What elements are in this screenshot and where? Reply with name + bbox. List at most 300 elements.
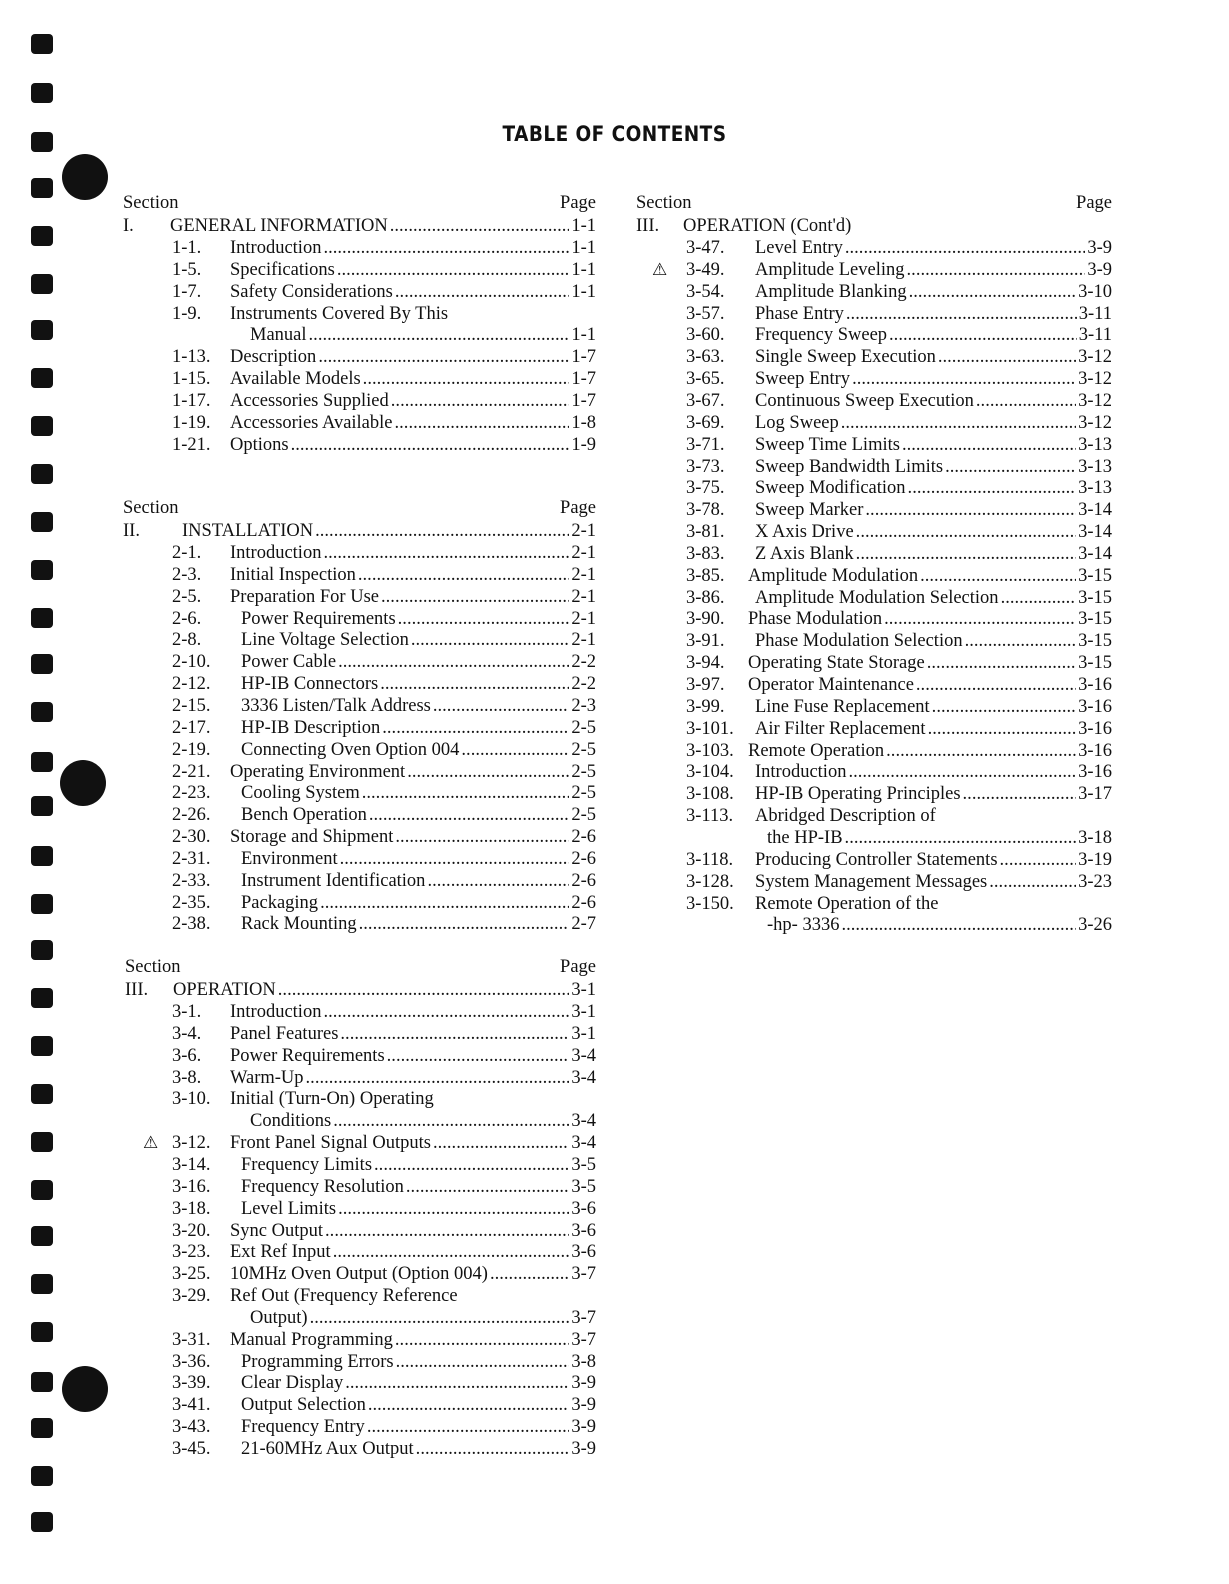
dot-leader (338, 1198, 569, 1220)
toc-entry-link[interactable] (230, 1329, 596, 1351)
dot-leader (323, 1001, 569, 1023)
toc-entry-link[interactable] (755, 456, 1112, 478)
dot-leader (989, 871, 1076, 893)
entry-title: Frequency Resolution (241, 1176, 404, 1197)
entry-title: Options (230, 434, 289, 455)
dot-leader (395, 826, 569, 848)
toc-entry-link[interactable] (755, 587, 1112, 609)
entry-title: Remote Operation of the (755, 893, 939, 914)
dot-leader (927, 652, 1076, 674)
toc-entry (123, 346, 596, 368)
page-number: 3-9 (571, 1417, 596, 1438)
dot-leader (846, 303, 1077, 325)
page-number: 3-6 (571, 1242, 596, 1263)
toc-entry-link[interactable] (748, 608, 1112, 630)
dot-leader (928, 718, 1077, 740)
toc-entry-link[interactable] (241, 629, 596, 651)
dot-leader (345, 1372, 569, 1394)
toc-entry-link[interactable] (230, 1132, 596, 1154)
dot-leader (920, 565, 1076, 587)
entry-title: Producing Controller Statements (755, 849, 998, 870)
section-numeral: III. (636, 216, 660, 236)
entry-number: 3-94. (686, 653, 725, 674)
entry-number: 3-97. (686, 675, 725, 695)
page-number: 3-5 (571, 1154, 596, 1175)
binding-hole (31, 1418, 53, 1438)
entry-number: 3-78. (686, 500, 725, 521)
page-number: 3-4 (571, 1045, 596, 1066)
entry-title: Initial (Turn-On) Operating (230, 1089, 434, 1110)
toc-entry (636, 805, 1112, 827)
entry-number: 3-54. (686, 281, 725, 302)
toc-entry (636, 718, 1112, 740)
entry-title: Packaging (241, 892, 319, 913)
entry-number: 3-83. (686, 543, 725, 564)
toc-entry-link[interactable] (755, 434, 1112, 456)
entry-title: Ref Out (Frequency Reference (230, 1286, 458, 1307)
toc-entry (636, 893, 1112, 915)
dot-leader (358, 564, 569, 586)
toc-entry-link[interactable] (230, 586, 596, 608)
toc-entry-link[interactable] (755, 696, 1112, 718)
page-number: 3-13 (1078, 434, 1112, 455)
toc-entry (636, 521, 1112, 543)
dot-leader (291, 434, 570, 456)
entry-number: 2-1. (172, 543, 202, 563)
page-number: 3-1 (571, 1023, 596, 1044)
entry-number: 3-63. (686, 347, 725, 368)
toc-entry-link[interactable] (241, 1198, 596, 1220)
page-number: 3-15 (1078, 653, 1112, 674)
entry-number: 2-3. (172, 564, 202, 585)
entry-number: 1-15. (172, 369, 211, 390)
toc-entry-link[interactable] (755, 477, 1112, 499)
toc-entry-link[interactable] (230, 1220, 596, 1242)
dot-leader (938, 346, 1076, 368)
toc-entry (636, 674, 1112, 696)
toc-entry-link[interactable] (755, 718, 1112, 740)
dot-leader (407, 761, 569, 783)
toc-entry (123, 1198, 596, 1220)
entry-number: 2-19. (172, 739, 211, 760)
dot-leader (367, 1416, 570, 1438)
page-number: 2-5 (571, 717, 596, 738)
toc-entry-link[interactable] (755, 237, 1112, 259)
dot-leader (976, 390, 1076, 412)
page-number: 1-8 (571, 412, 596, 433)
entry-number: 3-57. (686, 303, 725, 324)
binding-hole (31, 1466, 53, 1486)
page-number: 2-5 (571, 739, 596, 760)
entry-number: 3-18. (172, 1198, 211, 1219)
toc-entry-link[interactable] (241, 673, 596, 695)
toc-entry (123, 673, 596, 695)
page-number: 3-16 (1078, 718, 1112, 739)
dot-leader (340, 1023, 569, 1045)
binding-hole (31, 1084, 53, 1104)
toc-entry-link[interactable] (230, 826, 596, 848)
toc-entry-link[interactable] (230, 1241, 596, 1263)
entry-title-cont: the HP-IB (767, 827, 843, 848)
toc-entry-link[interactable] (241, 848, 596, 870)
page-number: 3-1 (571, 1002, 596, 1022)
page-number: 3-12 (1078, 347, 1112, 368)
dot-leader (902, 434, 1076, 456)
page-number: 3-8 (571, 1351, 596, 1372)
page-number: 3-15 (1078, 587, 1112, 608)
toc-entry-link[interactable] (241, 1351, 596, 1373)
page-number: 2-1 (571, 608, 596, 629)
entry-title: Remote Operation (748, 740, 885, 761)
page-number: 3-6 (571, 1198, 596, 1219)
entry-number: 3-67. (686, 390, 725, 411)
entry-number: 1-21. (172, 434, 211, 455)
entry-number: 3-29. (172, 1286, 211, 1307)
entry-title: HP-IB Operating Principles (755, 784, 961, 805)
toc-entry (123, 281, 596, 303)
toc-entry (123, 1132, 596, 1154)
entry-number: 2-5. (172, 586, 202, 607)
dot-leader (382, 717, 569, 739)
dot-leader (1000, 849, 1077, 871)
dot-leader (395, 281, 569, 303)
section-label: Section (123, 498, 179, 518)
entry-number: 3-25. (172, 1264, 211, 1285)
toc-entry-link[interactable] (241, 739, 596, 761)
toc-entry (123, 1241, 596, 1263)
dot-leader (852, 368, 1076, 390)
page-number: 3-16 (1078, 762, 1112, 783)
toc-entry-link[interactable] (755, 259, 1112, 281)
page-number: 3-13 (1078, 478, 1112, 499)
toc-entry (123, 608, 596, 630)
dot-leader (398, 608, 570, 630)
dot-leader (865, 499, 1076, 521)
entry-number: 3-69. (686, 412, 725, 433)
dot-leader (461, 739, 569, 761)
entry-title: Abridged Description of (755, 806, 936, 827)
toc-entry-link[interactable] (241, 804, 596, 826)
toc-entry-link[interactable] (755, 346, 1112, 368)
entry-number: 3-12. (172, 1133, 211, 1154)
entry-title: HP-IB Description (241, 717, 381, 738)
dot-leader (907, 259, 1086, 281)
toc-entry-link[interactable] (755, 281, 1112, 303)
toc-entry-link[interactable] (241, 1154, 596, 1176)
entry-title: 3336 Listen/Talk Address (241, 695, 431, 716)
entry-number: 3-43. (172, 1417, 211, 1438)
section-numeral: III. (125, 980, 149, 1000)
entry-number: 3-150. (686, 893, 734, 914)
toc-entry-link[interactable] (230, 542, 596, 564)
entry-number: 3-65. (686, 369, 725, 390)
toc-entry-link[interactable] (755, 761, 1112, 783)
dot-leader (406, 1176, 569, 1198)
entry-title: Air Filter Replacement (755, 718, 926, 739)
toc-entry (123, 390, 596, 412)
page-number: 3-19 (1078, 849, 1112, 870)
entry-title: Initial Inspection (230, 564, 356, 585)
toc-entry-link[interactable] (250, 1307, 596, 1329)
dot-leader (337, 259, 570, 281)
toc-entry-link[interactable] (241, 1416, 596, 1438)
toc-entry (123, 1372, 596, 1394)
page-number: 3-11 (1078, 303, 1112, 324)
binding-hole (31, 464, 53, 484)
toc-entry (636, 281, 1112, 303)
dot-leader (490, 1263, 569, 1285)
toc-entry-link[interactable] (755, 324, 1112, 346)
page-number: 2-2 (571, 652, 596, 673)
page-number: 1-1 (571, 216, 596, 236)
toc-entry-link[interactable] (241, 892, 596, 914)
section-numeral: I. (123, 216, 134, 236)
page-label: Page (1076, 193, 1112, 213)
entry-title: Introduction (230, 543, 322, 563)
entry-number: 2-30. (172, 827, 211, 848)
entry-number: 3-47. (686, 238, 725, 258)
toc-entry (636, 237, 1112, 259)
dot-leader (848, 761, 1076, 783)
toc-entry-link[interactable] (241, 870, 596, 892)
dot-leader (845, 827, 1077, 849)
entry-number: 2-31. (172, 848, 211, 869)
toc-entry-link[interactable] (230, 259, 596, 281)
toc-entry (123, 848, 596, 870)
toc-entry-link[interactable] (755, 783, 1112, 805)
toc-entry (636, 390, 1112, 412)
toc-entry-link[interactable] (241, 651, 596, 673)
entry-title: Preparation For Use (230, 586, 379, 607)
toc-entry-link[interactable] (230, 1023, 596, 1045)
dot-leader (856, 521, 1076, 543)
entry-number: 3-108. (686, 784, 734, 805)
entry-title: Output Selection (241, 1395, 366, 1416)
section-header (123, 193, 596, 215)
page-number: 3-11 (1078, 325, 1112, 346)
dot-leader (416, 1438, 570, 1460)
entry-title: Front Panel Signal Outputs (230, 1133, 431, 1154)
binding-punch (60, 760, 106, 806)
toc-entry-link[interactable] (755, 630, 1112, 652)
toc-entry-link[interactable] (230, 390, 596, 412)
toc-entry-link[interactable] (241, 717, 596, 739)
dot-leader (318, 346, 569, 368)
binding-hole (31, 512, 53, 532)
toc-entry-link[interactable] (241, 782, 596, 804)
entry-title: Power Requirements (230, 1045, 385, 1066)
toc-entry-link[interactable] (230, 412, 596, 434)
entry-title: Sweep Modification (755, 478, 906, 499)
entry-title: Frequency Limits (241, 1154, 373, 1175)
toc-entry-link[interactable] (755, 303, 1112, 325)
entry-number: 2-33. (172, 870, 211, 891)
entry-title-cont: Manual (250, 325, 307, 346)
toc-entry-link[interactable] (250, 324, 596, 346)
binding-hole (31, 846, 53, 866)
toc-entry-link[interactable] (230, 761, 596, 783)
dot-leader (381, 586, 569, 608)
page-number: 3-7 (571, 1329, 596, 1350)
dot-leader (886, 740, 1076, 762)
binding-hole (31, 226, 53, 246)
entry-number: 1-17. (172, 390, 211, 411)
entry-title: Instruments Covered By This (230, 303, 449, 324)
entry-number: 1-9. (172, 303, 202, 324)
toc-entry-link[interactable] (230, 564, 596, 586)
toc-entry-link[interactable] (230, 434, 596, 456)
entry-title: Accessories Supplied (230, 390, 389, 411)
page-number: 2-6 (571, 870, 596, 891)
binding-hole (31, 1132, 53, 1152)
dot-leader (391, 390, 570, 412)
entry-number: 2-38. (172, 914, 211, 935)
page-number: 3-14 (1078, 543, 1112, 564)
toc-entry (636, 608, 1112, 630)
toc-entry-link[interactable] (241, 608, 596, 630)
entry-number: 3-39. (172, 1373, 211, 1394)
page-number: 3-9 (1087, 259, 1112, 280)
toc-entry-link[interactable] (230, 281, 596, 303)
section-title: OPERATION (173, 980, 276, 1000)
entry-title: Line Voltage Selection (241, 630, 409, 651)
dot-leader (387, 1045, 570, 1067)
warning-icon: ⚠ (143, 1133, 159, 1154)
toc-entry-link[interactable] (748, 740, 1112, 762)
toc-entry-link[interactable] (755, 521, 1112, 543)
toc-entry (123, 717, 596, 739)
toc-entry (123, 434, 596, 456)
entry-title: Sweep Entry (755, 369, 851, 390)
binding-hole (31, 1180, 53, 1200)
entry-number: 3-1. (172, 1002, 202, 1022)
entry-title: Amplitude Modulation (748, 565, 919, 586)
toc-entry-link[interactable] (230, 346, 596, 368)
binding-hole (31, 274, 53, 294)
binding-hole (31, 654, 53, 674)
toc-entry-link[interactable] (755, 499, 1112, 521)
entry-title: Log Sweep (755, 412, 839, 433)
toc-entry-link[interactable] (241, 1372, 596, 1394)
page-number: 3-18 (1078, 827, 1112, 848)
page-number: 3-9 (571, 1395, 596, 1416)
toc-entry-link[interactable] (241, 1394, 596, 1416)
toc-entry-link[interactable] (170, 215, 596, 237)
toc-entry (123, 303, 596, 325)
page-number: 2-6 (571, 848, 596, 869)
binding-hole (31, 34, 53, 54)
dot-leader (411, 629, 569, 651)
toc-entry-link[interactable] (748, 674, 1112, 696)
entry-title: Instrument Identification (241, 870, 426, 891)
entry-number: 3-49. (686, 259, 725, 280)
toc-entry-link[interactable] (748, 652, 1112, 674)
entry-title: Amplitude Blanking (755, 281, 907, 302)
toc-entry-link[interactable] (755, 871, 1112, 893)
toc-entry-link[interactable] (241, 913, 596, 935)
toc-entry-link[interactable] (230, 368, 596, 390)
dot-leader (315, 520, 569, 542)
toc-entry (636, 368, 1112, 390)
warning-icon: ⚠ (652, 259, 668, 280)
entry-number: 3-104. (686, 762, 734, 783)
toc-entry (123, 761, 596, 783)
toc-entry (123, 1088, 596, 1110)
dot-leader (320, 892, 569, 914)
binding-hole (31, 1274, 53, 1294)
dot-leader (325, 1220, 569, 1242)
toc-entry-link[interactable] (755, 368, 1112, 390)
toc-entry-link[interactable] (173, 979, 596, 1001)
binding-hole (31, 83, 53, 103)
toc-entry (636, 259, 1112, 281)
toc-entry-link[interactable] (230, 237, 596, 259)
toc-entry (636, 587, 1112, 609)
toc-entry-link[interactable] (767, 827, 1112, 849)
entry-number: 2-8. (172, 630, 202, 651)
dot-leader (309, 324, 570, 346)
binding-hole (31, 1322, 53, 1342)
page-number: 3-9 (571, 1373, 596, 1394)
binding-hole (31, 320, 53, 340)
entry-title: Introduction (755, 762, 847, 783)
toc-entry (123, 782, 596, 804)
page-number: 1-1 (571, 238, 596, 258)
binding-punch (62, 1366, 108, 1412)
page-number: 3-14 (1078, 500, 1112, 521)
toc-entry-link[interactable] (755, 543, 1112, 565)
toc-entry-link[interactable] (230, 1263, 596, 1285)
toc-entry-link[interactable] (767, 914, 1112, 936)
toc-entry-link[interactable] (748, 565, 1112, 587)
toc-entry-continuation (123, 1307, 596, 1329)
toc-entry (636, 761, 1112, 783)
entry-title: Power Cable (241, 652, 337, 673)
entry-title: Description (230, 347, 317, 368)
binding-hole (31, 560, 53, 580)
entry-number: 3-71. (686, 434, 725, 455)
toc-entry-link[interactable] (230, 1045, 596, 1067)
entry-title-cont: -hp- 3336 (767, 915, 840, 936)
dot-leader (889, 324, 1077, 346)
toc-entry-link[interactable] (755, 390, 1112, 412)
entry-number: 3-41. (172, 1395, 211, 1416)
entry-number: 3-23. (172, 1242, 211, 1263)
binding-hole (31, 894, 53, 914)
binding-hole (31, 752, 53, 772)
toc-entry-link[interactable] (230, 1067, 596, 1089)
toc-entry-link[interactable] (230, 1001, 596, 1023)
toc-entry (123, 1351, 596, 1373)
toc-entry-link[interactable] (241, 1438, 596, 1460)
toc-entry-continuation (636, 827, 1112, 849)
entry-title: Operating Environment (230, 761, 406, 782)
entry-title: Introduction (230, 1002, 322, 1022)
entry-number: 2-23. (172, 783, 211, 804)
dot-leader (323, 542, 569, 564)
entry-number: 3-8. (172, 1067, 202, 1088)
page-number: 2-6 (571, 827, 596, 848)
toc-entry-link[interactable] (755, 412, 1112, 434)
toc-entry-link[interactable] (241, 695, 596, 717)
toc-entry-link[interactable] (250, 1110, 596, 1132)
page-number: 3-1 (571, 980, 596, 1000)
toc-entry-link[interactable] (241, 1176, 596, 1198)
toc-entry-link[interactable] (755, 849, 1112, 871)
toc-entry-link[interactable] (182, 520, 596, 542)
binding-hole (31, 702, 53, 722)
page-number: 3-12 (1078, 369, 1112, 390)
